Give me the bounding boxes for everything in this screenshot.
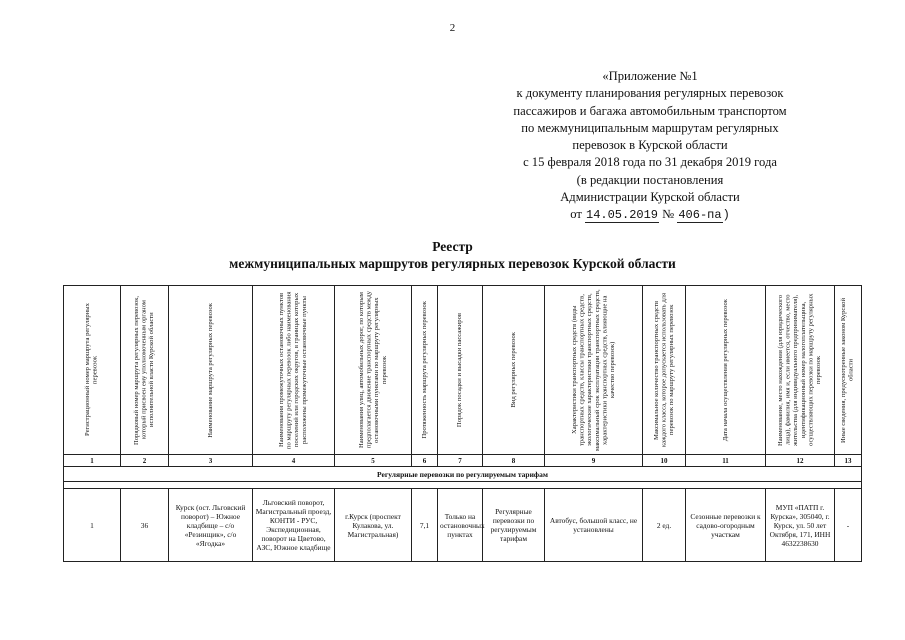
header-cell <box>438 286 483 455</box>
table-cell: 2 ед. <box>643 489 686 562</box>
header-text: Порядковый номер маршрута регулярных перевозок, который присвоен ему уполномоченным органом исполнительной власти Курской области <box>133 295 156 445</box>
table-cell: Регулярные перевозки по регулируемым тарифам <box>483 489 545 562</box>
table-cell: 1 <box>64 489 121 562</box>
header-cell <box>64 286 121 455</box>
column-number: 3 <box>169 455 253 467</box>
column-number: 7 <box>438 455 483 467</box>
header-text: Наименования улиц, автомобильных дорог, по которым предполагается движение транспортных средств между остановочными пунктами по маршруту регулярных перевозок <box>357 291 388 449</box>
spacer-row <box>64 482 862 489</box>
appendix-line: перевозок в Курской области <box>572 138 728 153</box>
table-cell: Сезонные перевозки к садово-огородным участкам <box>686 489 766 562</box>
header-text: Дата начала осуществления регулярных перевозок <box>721 298 729 442</box>
table-cell: Курск (ост. Льговский поворот) – Южное кладбище – с/о «Резинщик», с/о «Ягодка» <box>169 489 253 562</box>
header-cell <box>483 286 545 455</box>
table-cell: 7,1 <box>412 489 438 562</box>
header-text: Иные сведения, предусмотренные законом Курской области <box>840 297 855 443</box>
header-cell <box>412 286 438 455</box>
decree-reference <box>500 206 800 224</box>
column-number: 5 <box>335 455 412 467</box>
header-cell <box>835 286 862 455</box>
header-text: Наименование, место нахождения (для юридического лица), фамилия, имя и, если имеется, отчество, место жительства (для индивидуального предпринимателя), идентификационный номер налогоплательщика, осуществляющих перевозки по маршруту регулярных перевозок <box>777 293 823 447</box>
section-row <box>64 467 862 482</box>
title-line-1: Реестр <box>432 239 473 254</box>
title-line-2: межмуниципальных маршрутов регулярных перевозок Курской области <box>229 256 676 271</box>
header-cell <box>335 286 412 455</box>
column-number: 4 <box>253 455 335 467</box>
header-text: Протяженность маршрута регулярных перевозок <box>420 301 428 439</box>
page-number: 2 <box>449 22 456 34</box>
closing-paren: ) <box>722 208 730 223</box>
appendix-block <box>500 68 800 225</box>
header-text: Максимальное количество транспортных средств каждого класса, которое допускается использовать для перевозок по маршруту регулярных перевозок <box>652 293 675 448</box>
column-number: 1 <box>64 455 121 467</box>
header-text: Наименование маршрута регулярных перевозок <box>206 302 214 438</box>
appendix-line: по межмуниципальным маршрутам регулярных <box>521 120 779 135</box>
table-row <box>64 489 862 562</box>
section-title: Регулярные перевозки по регулируемым тарифам <box>64 467 862 482</box>
table-cell: г.Курск (проспект Кулакова, ул. Магистральная) <box>335 489 412 562</box>
appendix-line: «Приложение №1 <box>602 69 698 83</box>
column-number: 11 <box>686 455 766 467</box>
header-text: Вид регулярных перевозок <box>509 332 517 408</box>
table-cell: Автобус, большой класс, не установлены <box>545 489 643 562</box>
header-cell <box>766 286 835 455</box>
appendix-line: (в редакции постановления <box>576 172 724 187</box>
column-number: 12 <box>766 455 835 467</box>
from-label: от <box>570 207 582 222</box>
column-number-row <box>64 455 862 467</box>
column-number: 10 <box>643 455 686 467</box>
header-text: Наименования промежуточных остановочных пунктов по маршруту регулярных перевозок либо наименования поселений или городских округов, в границах которых расположены промежуточные остановочные пункты <box>278 291 309 449</box>
appendix-line: к документу планирования регулярных перевозок <box>516 86 784 101</box>
header-cell <box>121 286 169 455</box>
table-cell: Льговский поворот, Магистральный проезд, КОНТИ - РУС, Экспедиционная, поворот на Цветово, АЗС, Южное кладбище <box>253 489 335 562</box>
appendix-line: с 15 февраля 2018 года по 31 декабря 2019 года <box>523 155 777 170</box>
header-text: Характеристики транспортных средств (виды транспортных средств, классы транспортных средств, экологические характеристики транспортных средств, максимальный срок эксплуатации транспортных средств, характеристики транспортных средств, влияющие на качество перевозок) <box>570 289 616 451</box>
decree-date: 14.05.2019 <box>586 208 659 223</box>
table-cell: 36 <box>121 489 169 562</box>
number-label: № <box>662 207 675 222</box>
header-cell <box>169 286 253 455</box>
header-text: Регистрационный номер маршрута регулярных перевозок <box>84 303 99 437</box>
header-text: Порядок посадки и высадки пассажиров <box>456 312 464 428</box>
header-cell <box>253 286 335 455</box>
header-cell <box>545 286 643 455</box>
header-row <box>64 286 862 455</box>
table-cell: МУП «ПАТП г. Курска», 305040, г. Курск, ул. 50 лет Октября, 171, ИНН 4632238630 <box>766 489 835 562</box>
decree-number: 406-па <box>678 208 722 223</box>
table-cell: - <box>835 489 862 562</box>
routes-registry-table <box>63 285 862 562</box>
spacer-cell <box>64 482 862 489</box>
table-cell: Только на остановочных пунктах <box>438 489 483 562</box>
header-cell <box>686 286 766 455</box>
appendix-line: Администрации Курской области <box>560 190 740 205</box>
column-number: 13 <box>835 455 862 467</box>
document-title <box>0 238 905 272</box>
column-number: 8 <box>483 455 545 467</box>
header-cell <box>643 286 686 455</box>
appendix-line: пассажиров и багажа автомобильным транспортом <box>513 103 787 118</box>
column-number: 6 <box>412 455 438 467</box>
column-number: 2 <box>121 455 169 467</box>
column-number: 9 <box>545 455 643 467</box>
